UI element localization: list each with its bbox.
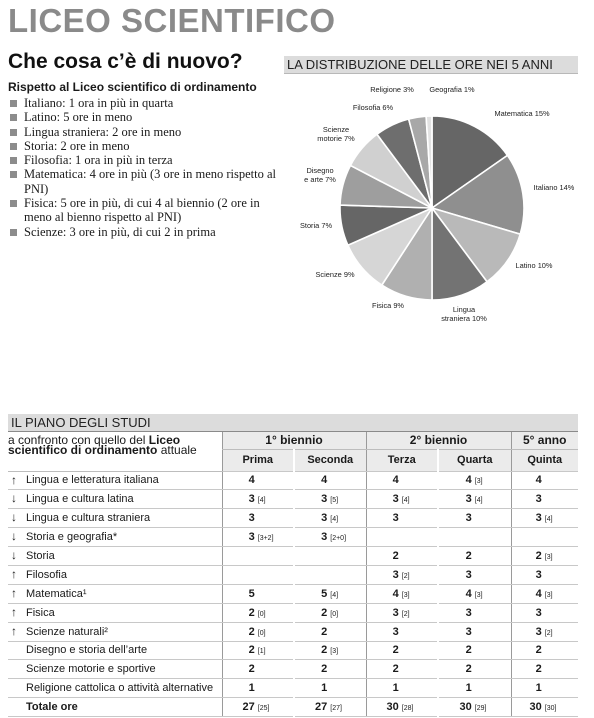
hours-cell bbox=[222, 471, 294, 490]
square-bullet-icon bbox=[10, 200, 17, 207]
old-hours-value: [4] bbox=[544, 516, 553, 524]
hours-value: 2 bbox=[248, 625, 255, 638]
hours-value: 3 bbox=[465, 625, 472, 638]
old-hours-value: [1] bbox=[257, 648, 266, 656]
hours-cell bbox=[511, 679, 578, 698]
hours-cell bbox=[366, 679, 438, 698]
hours-value: 3 bbox=[392, 625, 399, 638]
subject-name: Religione cattolica o attività alternative bbox=[26, 682, 214, 695]
hours-cell bbox=[294, 547, 366, 566]
old-hours-value: [4] bbox=[474, 497, 483, 505]
pie-slice-label: Disegno e arte 7% bbox=[304, 166, 336, 184]
hours-cell bbox=[366, 490, 438, 509]
hours-cell bbox=[366, 471, 438, 490]
hours-value: 3 bbox=[465, 568, 472, 581]
year-quinta: Quinta bbox=[511, 449, 578, 471]
hours-cell bbox=[511, 660, 578, 679]
change-item bbox=[8, 225, 280, 239]
hours-value: 3 bbox=[392, 512, 399, 525]
hours-cell bbox=[511, 471, 578, 490]
news-title: Che cosa c’è di nuovo? bbox=[8, 50, 243, 73]
old-hours-value: [29] bbox=[474, 705, 487, 713]
table-row bbox=[8, 641, 578, 660]
hours-value: 3 bbox=[535, 625, 542, 638]
hours-cell bbox=[438, 603, 511, 622]
plan-note-bold: Liceo scientifico di ordinamento bbox=[8, 433, 181, 457]
square-bullet-icon bbox=[10, 171, 17, 178]
hours-cell bbox=[294, 660, 366, 679]
table-row bbox=[8, 547, 578, 566]
old-hours-value: [5] bbox=[330, 497, 339, 505]
hours-value: 2 bbox=[321, 663, 328, 676]
subject-name: Lingua e letteratura italiana bbox=[26, 474, 159, 487]
plan-note-suffix: attuale bbox=[157, 443, 197, 457]
year-quarta: Quarta bbox=[438, 449, 511, 471]
hours-cell bbox=[438, 698, 511, 717]
hours-cell bbox=[438, 565, 511, 584]
hours-cell bbox=[366, 565, 438, 584]
hours-value: 3 bbox=[392, 606, 399, 619]
hours-value: 2 bbox=[248, 606, 255, 619]
pie-chart-svg bbox=[284, 78, 584, 338]
arrow-down-icon: ↓ bbox=[11, 548, 17, 563]
subject-cell bbox=[8, 509, 222, 528]
hours-value: 30 bbox=[459, 701, 472, 714]
hours-value: 27 bbox=[242, 701, 255, 714]
subject-cell bbox=[8, 660, 222, 679]
change-item-text: Fisica: 5 ore in più, di cui 4 al biennio (2 ore in meno al bienno rispetto al PNI) bbox=[24, 196, 260, 225]
hours-value: 1 bbox=[465, 682, 472, 695]
subject-name: Storia e geografia* bbox=[26, 531, 118, 544]
hours-value: 2 bbox=[248, 644, 255, 657]
hours-value: 30 bbox=[386, 701, 399, 714]
table-row bbox=[8, 471, 578, 490]
hours-value: 4 bbox=[535, 474, 542, 487]
hours-value: 1 bbox=[321, 682, 328, 695]
hours-value: 4 bbox=[535, 587, 542, 600]
old-hours-value: [3] bbox=[474, 478, 483, 486]
hours-value: 2 bbox=[321, 625, 328, 638]
subject-cell bbox=[8, 490, 222, 509]
change-item bbox=[8, 96, 280, 110]
hours-cell bbox=[511, 490, 578, 509]
arrow-up-icon: ↑ bbox=[11, 472, 17, 487]
hours-cell bbox=[438, 490, 511, 509]
old-hours-value: [4] bbox=[330, 591, 339, 599]
old-hours-value: [3] bbox=[544, 554, 553, 561]
pie-slice-label: Storia 7% bbox=[299, 221, 333, 230]
hours-cell bbox=[438, 547, 511, 566]
hours-cell bbox=[222, 509, 294, 528]
hours-cell bbox=[438, 679, 511, 698]
table-row bbox=[8, 660, 578, 679]
hours-value: 2 bbox=[392, 644, 399, 657]
subject-cell bbox=[8, 528, 222, 547]
hours-cell bbox=[294, 490, 366, 509]
old-hours-value: [3] bbox=[401, 591, 410, 599]
hours-value: 2 bbox=[321, 606, 328, 619]
hours-value: 3 bbox=[535, 512, 542, 525]
page-title: LICEO SCIENTIFICO bbox=[8, 2, 336, 39]
hours-value: 3 bbox=[321, 531, 328, 544]
hours-cell bbox=[511, 698, 578, 717]
old-hours-value: [30] bbox=[544, 705, 557, 713]
hours-value: 3 bbox=[248, 531, 255, 544]
changes-section bbox=[8, 80, 280, 239]
hours-value: 3 bbox=[248, 512, 255, 525]
pie-slice-label: Scienze 9% bbox=[315, 270, 355, 279]
hours-value: 2 bbox=[465, 644, 472, 657]
hours-cell bbox=[294, 679, 366, 698]
subject-cell bbox=[8, 622, 222, 641]
old-hours-value: [0] bbox=[257, 610, 266, 618]
hours-value: 4 bbox=[321, 474, 328, 487]
old-hours-value: [25] bbox=[257, 705, 270, 713]
hours-cell bbox=[438, 528, 511, 547]
hours-cell bbox=[294, 622, 366, 641]
hours-value: 3 bbox=[392, 568, 399, 581]
hours-cell bbox=[366, 622, 438, 641]
plan-note bbox=[8, 432, 222, 471]
pie-slice-label: Italiano 14% bbox=[533, 183, 575, 192]
change-item-text: Storia: 2 ore in meno bbox=[24, 138, 130, 153]
hours-value: 2 bbox=[392, 550, 399, 562]
hours-cell bbox=[511, 547, 578, 566]
old-hours-value: [3] bbox=[474, 591, 483, 599]
hours-cell bbox=[511, 565, 578, 584]
hours-value: 1 bbox=[535, 682, 542, 695]
total-row bbox=[8, 698, 578, 717]
group-secondo-biennio: 2° biennio bbox=[366, 432, 511, 449]
study-plan-table bbox=[8, 432, 578, 717]
hours-cell bbox=[366, 509, 438, 528]
hours-value: 2 bbox=[535, 663, 542, 676]
old-hours-value: [0] bbox=[330, 610, 339, 618]
subject-name: Filosofia bbox=[26, 568, 67, 581]
table-row bbox=[8, 528, 578, 547]
hours-cell bbox=[366, 698, 438, 717]
change-item-text: Filosofia: 1 ora in più in terza bbox=[24, 153, 173, 168]
old-hours-value: [2] bbox=[401, 572, 410, 580]
hours-value: 5 bbox=[321, 587, 328, 600]
old-hours-value: [2+0] bbox=[330, 535, 347, 543]
table-row bbox=[8, 584, 578, 603]
subject-name: Lingua e cultura latina bbox=[26, 493, 134, 506]
old-hours-value: [2] bbox=[401, 610, 410, 618]
hours-cell bbox=[294, 641, 366, 660]
change-item-text: Scienze: 3 ore in più, di cui 2 in prima bbox=[24, 224, 216, 239]
hours-value: 3 bbox=[321, 512, 328, 525]
hours-cell bbox=[438, 584, 511, 603]
hours-cell bbox=[366, 528, 438, 547]
subject-name: Disegno e storia dell’arte bbox=[26, 644, 148, 657]
plan-header: IL PIANO DEGLI STUDI bbox=[8, 414, 578, 432]
hours-value: 3 bbox=[535, 493, 542, 506]
hours-value: 3 bbox=[465, 493, 472, 506]
hours-cell bbox=[294, 528, 366, 547]
hours-value: 2 bbox=[465, 663, 472, 676]
hours-cell bbox=[222, 584, 294, 603]
pie-slice-label: Matematica 15% bbox=[494, 109, 550, 118]
arrow-up-icon: ↑ bbox=[11, 585, 17, 600]
hours-cell bbox=[511, 584, 578, 603]
subject-cell bbox=[8, 565, 222, 584]
subject-cell bbox=[8, 679, 222, 698]
hours-cell bbox=[438, 660, 511, 679]
hours-cell bbox=[366, 584, 438, 603]
subject-name: Matematica¹ bbox=[26, 587, 87, 600]
square-bullet-icon bbox=[10, 229, 17, 236]
hours-cell bbox=[294, 603, 366, 622]
square-bullet-icon bbox=[10, 129, 17, 136]
hours-cell bbox=[222, 641, 294, 660]
old-hours-value: [3] bbox=[544, 591, 553, 599]
hours-value: 4 bbox=[465, 474, 472, 487]
change-item-text: Lingua straniera: 2 ore in meno bbox=[24, 124, 182, 139]
hours-cell bbox=[222, 622, 294, 641]
pie-slice-label: Filosofia 6% bbox=[352, 103, 394, 112]
arrow-up-icon: ↑ bbox=[11, 566, 17, 581]
hours-cell bbox=[438, 509, 511, 528]
hours-cell bbox=[294, 565, 366, 584]
arrow-down-icon: ↓ bbox=[11, 491, 17, 506]
hours-value: 3 bbox=[321, 493, 328, 506]
plan-note-prefix: a confronto con quello del bbox=[8, 433, 149, 447]
year-seconda: Seconda bbox=[294, 449, 366, 471]
arrow-down-icon: ↓ bbox=[11, 510, 17, 525]
hours-cell bbox=[511, 641, 578, 660]
hours-value: 3 bbox=[248, 493, 255, 506]
subject-name: Scienze naturali² bbox=[26, 625, 108, 638]
hours-value: 2 bbox=[392, 663, 399, 676]
old-hours-value: [28] bbox=[401, 705, 414, 713]
pie-slice-label: Latino 10% bbox=[515, 261, 553, 270]
old-hours-value: [4] bbox=[330, 516, 339, 524]
hours-value: 3 bbox=[535, 568, 542, 581]
arrow-up-icon: ↑ bbox=[11, 623, 17, 638]
hours-value: 1 bbox=[392, 682, 399, 695]
distribution-header: LA DISTRIBUZIONE DELLE ORE NEI 5 ANNI bbox=[284, 56, 578, 74]
change-item bbox=[8, 196, 280, 225]
hours-cell bbox=[511, 509, 578, 528]
hours-cell bbox=[222, 565, 294, 584]
change-item bbox=[8, 125, 280, 139]
pie-chart bbox=[284, 78, 584, 338]
hours-cell bbox=[294, 584, 366, 603]
hours-value: 1 bbox=[248, 682, 255, 695]
square-bullet-icon bbox=[10, 157, 17, 164]
hours-value: 4 bbox=[248, 474, 255, 487]
pie-slice-label: Scienze motorie 7% bbox=[317, 125, 355, 143]
arrow-down-icon: ↓ bbox=[11, 529, 17, 544]
hours-cell bbox=[438, 641, 511, 660]
change-item-text: Matematica: 4 ore in più (3 ore in meno rispetto al PNI) bbox=[24, 167, 277, 196]
old-hours-value: [0] bbox=[257, 629, 266, 637]
subject-cell bbox=[8, 547, 222, 566]
changes-heading: Rispetto al Liceo scientifico di ordinamento bbox=[8, 80, 257, 94]
hours-value: 27 bbox=[315, 701, 328, 714]
hours-value: 5 bbox=[248, 587, 255, 600]
hours-cell bbox=[294, 471, 366, 490]
hours-cell bbox=[366, 660, 438, 679]
year-terza: Terza bbox=[366, 449, 438, 471]
hours-cell bbox=[222, 547, 294, 566]
hours-value: 30 bbox=[529, 701, 542, 714]
hours-value: 2 bbox=[535, 644, 542, 657]
change-item bbox=[8, 110, 280, 124]
square-bullet-icon bbox=[10, 100, 17, 107]
hours-value: 3 bbox=[392, 493, 399, 506]
subject-cell bbox=[8, 603, 222, 622]
pie-slice-label: Fisica 9% bbox=[371, 301, 405, 310]
square-bullet-icon bbox=[10, 114, 17, 121]
change-item bbox=[8, 153, 280, 167]
hours-value: 2 bbox=[535, 550, 542, 562]
hours-value: 2 bbox=[248, 663, 255, 676]
table-row bbox=[8, 509, 578, 528]
change-item-text: Latino: 5 ore in meno bbox=[24, 110, 133, 125]
old-hours-value: [3+2] bbox=[257, 535, 274, 543]
hours-cell bbox=[366, 641, 438, 660]
change-item-text: Italiano: 1 ora in più in quarta bbox=[24, 96, 174, 110]
total-label: Totale ore bbox=[8, 698, 222, 717]
subject-name: Fisica bbox=[26, 606, 55, 619]
subject-name: Lingua e cultura straniera bbox=[26, 512, 151, 525]
hours-cell bbox=[366, 547, 438, 566]
arrow-up-icon: ↑ bbox=[11, 604, 17, 619]
hours-cell bbox=[222, 698, 294, 717]
change-item bbox=[8, 167, 280, 196]
hours-cell bbox=[511, 528, 578, 547]
hours-cell bbox=[438, 471, 511, 490]
old-hours-value: [3] bbox=[330, 648, 339, 656]
hours-cell bbox=[294, 698, 366, 717]
table-row bbox=[8, 679, 578, 698]
hours-cell bbox=[511, 603, 578, 622]
hours-value: 4 bbox=[465, 587, 472, 600]
hours-cell bbox=[222, 660, 294, 679]
hours-cell bbox=[222, 603, 294, 622]
group-quinto-anno: 5° anno bbox=[511, 432, 578, 449]
pie-slice-label: Geografia 1% bbox=[429, 85, 475, 94]
change-item bbox=[8, 139, 280, 153]
old-hours-value: [27] bbox=[330, 705, 342, 713]
table-row bbox=[8, 490, 578, 509]
changes-list bbox=[8, 96, 280, 239]
table-row bbox=[8, 603, 578, 622]
subject-name: Storia bbox=[26, 550, 55, 562]
hours-value: 3 bbox=[465, 512, 472, 525]
hours-cell bbox=[222, 490, 294, 509]
subject-cell bbox=[8, 584, 222, 603]
pie-slice-label: Religione 3% bbox=[370, 85, 414, 94]
hours-cell bbox=[366, 603, 438, 622]
hours-cell bbox=[511, 622, 578, 641]
year-prima: Prima bbox=[222, 449, 294, 471]
old-hours-value: [2] bbox=[544, 629, 553, 637]
group-primo-biennio: 1° biennio bbox=[222, 432, 366, 449]
old-hours-value: [4] bbox=[401, 497, 410, 505]
subject-cell bbox=[8, 641, 222, 660]
hours-value: 4 bbox=[392, 587, 399, 600]
hours-value: 3 bbox=[465, 606, 472, 619]
square-bullet-icon bbox=[10, 143, 17, 150]
subject-name: Scienze motorie e sportive bbox=[26, 663, 156, 676]
hours-value: 2 bbox=[465, 550, 472, 562]
hours-value: 3 bbox=[535, 606, 542, 619]
subject-cell bbox=[8, 471, 222, 490]
hours-value: 2 bbox=[321, 644, 328, 657]
pie-slice-label: Lingua straniera 10% bbox=[441, 305, 487, 323]
hours-cell bbox=[294, 509, 366, 528]
hours-cell bbox=[222, 679, 294, 698]
table-row bbox=[8, 622, 578, 641]
hours-cell bbox=[222, 528, 294, 547]
old-hours-value: [4] bbox=[257, 497, 266, 505]
hours-cell bbox=[438, 622, 511, 641]
hours-value: 4 bbox=[392, 474, 399, 487]
table-row bbox=[8, 565, 578, 584]
